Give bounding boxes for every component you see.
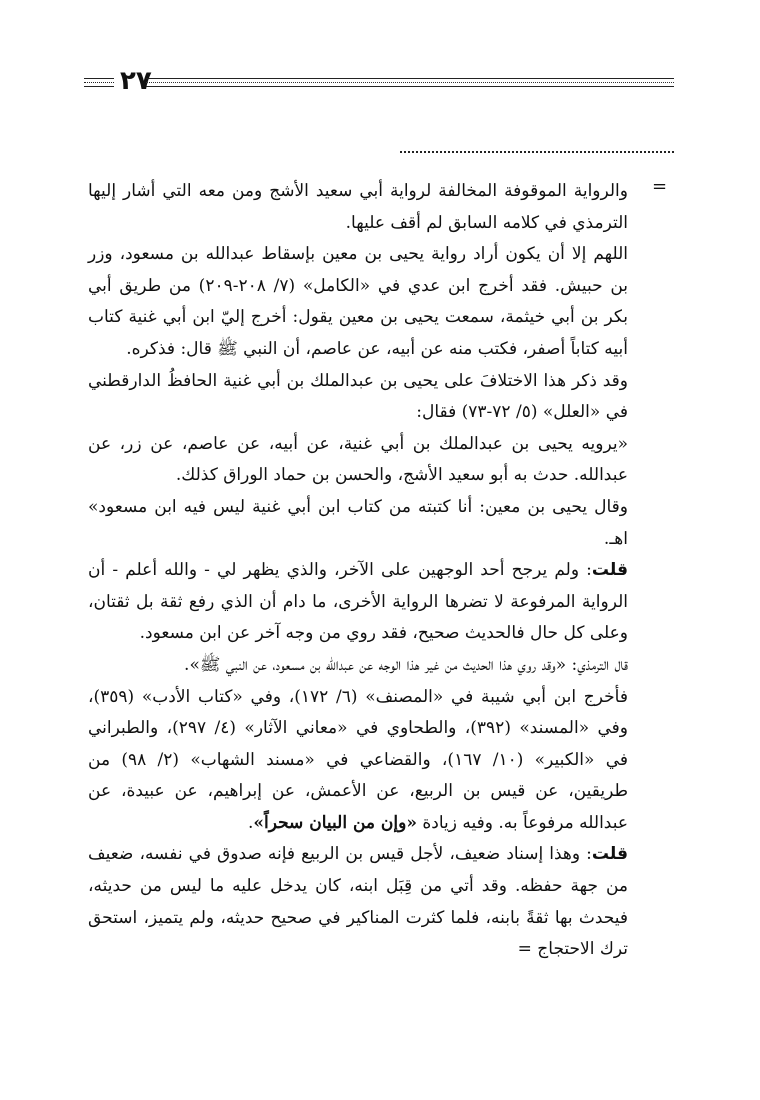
page-number: ٢٧ bbox=[120, 66, 152, 96]
header-rule bbox=[146, 78, 674, 87]
footnote-body bbox=[88, 176, 628, 966]
paragraph-1: والرواية الموقوفة المخالفة لرواية أبي سعيد الأشج ومن معه التي أشار إليها الترمذي في كلامه السابق لم أقف عليها. bbox=[88, 181, 628, 233]
paragraph-9 bbox=[88, 839, 628, 965]
paragraph-8-end: . bbox=[247, 812, 254, 833]
paragraph-6 bbox=[88, 555, 628, 650]
paragraph-5: وقال يحيى بن معين: أنا كتبته من كتاب ابن أبي غنية ليس فيه ابن مسعود» اهـ. bbox=[88, 496, 628, 549]
paragraph-8 bbox=[88, 682, 628, 840]
paragraph-8-text: فأخرج ابن أبي شيبة في «المصنف» (٦/ ١٧٢)، وفي «كتاب الأدب» (٣٥٩)، وفي «المسند» (٣٩٢)، والطحاوي في «معاني الآثار» (٤/ ٢٩٧)، والطبراني في «الكبير» (١٠/ ١٦٧)، والقضاعي في «مسند الشهاب» (٢/ ٩٨) من طريقين، عن قيس بن الربيع، عن الأعمش، عن إبراهيم، عن عبيدة، عن عبدالله مرفوعاً به. وفيه زيادة bbox=[88, 686, 629, 833]
paragraph-9-text: : وهذا إسناد ضعيف، لأجل قيس بن الربيع فإنه صدوق في نفسه، ضعيف من جهة حفظه. وقد أتي من قِبَل ابنه، كان يدخل عليه ما ليس من حديثه، فيحدث بها ثقةً بابنه، فلما كثرت المناكير في صحيح حديثه، ولم يتميز، استحق ترك الاحتجاج = bbox=[88, 844, 628, 960]
qultu-label-2: قلت bbox=[591, 844, 628, 865]
qultu-label: قلت bbox=[591, 560, 628, 581]
paragraph-7: قال الترمذي: «وقد روي هذا الحديث من غير هذا الوجه عن عبدالله بن مسعود، عن النبي ﷺ». bbox=[184, 654, 628, 675]
paragraph-3: وقد ذكر هذا الاختلافَ على يحيى بن عبدالملك بن أبي غنية الحافظُ الدارقطني في «العلل» (٥/ ٧٢-٧٣) فقال: bbox=[88, 370, 628, 423]
header-ornament-left bbox=[84, 78, 114, 87]
page-header bbox=[84, 66, 674, 96]
continuation-mark: = bbox=[652, 176, 668, 197]
paragraph-2: اللهم إلا أن يكون أراد رواية يحيى بن معين بإسقاط عبدالله بن مسعود، وزر بن حبيش. فقد أخرج ابن عدي في «الكامل» (٧/ ٢٠٨-٢٠٩) من طريق أبي بكر بن أبي خيثمة، سمعت يحيى بن معين يقول: أخرج إليّ ابن أبي غنية كتاب أبيه كتاباً أصفر، فكتب منه عن أبيه، عن عاصم، أن النبي ﷺ قال: فذكره. bbox=[88, 244, 629, 359]
hadith-addition: «وإن من البيان سحراً» bbox=[253, 812, 417, 833]
paragraph-4: «يرويه يحيى بن عبدالملك بن أبي غنية، عن أبيه، عن عاصم، عن زر، عن عبدالله. حدث به أبو سعيد الأشج، والحسن بن حماد الوراق كذلك. bbox=[88, 433, 628, 486]
paragraph-6-text: : ولم يرجح أحد الوجهين على الآخر، والذي يظهر لي - والله أعلم - أن الرواية المرفوعة لا تضرها الرواية الأخرى، ما دام أن الذي رفع ثقة بل ثقتان، وعلى كل حال فالحديث صحيح، فقد روي من وجه آخر عن ابن مسعود. bbox=[88, 560, 628, 644]
footnote-separator bbox=[400, 151, 674, 153]
